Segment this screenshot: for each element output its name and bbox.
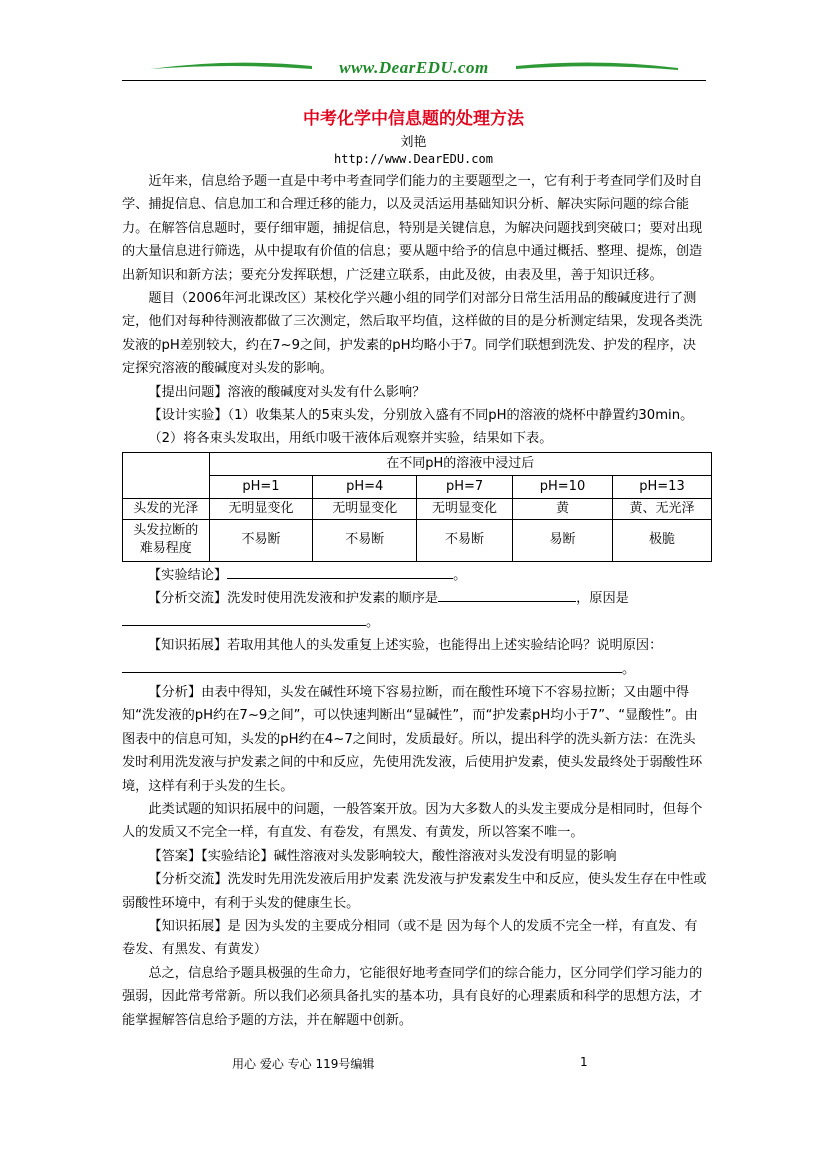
table-cell: 易断 [513, 519, 613, 561]
exchange-line [122, 587, 707, 610]
conclusion-label: 【实验结论】 [148, 567, 228, 583]
author: 刘艳 [400, 135, 427, 150]
ph-cell: pH=7 [417, 475, 513, 498]
extension-answer-line [122, 658, 707, 681]
page-footer: 用心 爱心 专心 119号编辑 [232, 1057, 375, 1071]
table-cell: 无明显变化 [313, 498, 417, 519]
reason-blank [122, 611, 366, 626]
header-rule [122, 80, 706, 81]
row-label-line: 难易程度 [139, 541, 192, 557]
table-cell: 无明显变化 [209, 498, 313, 519]
page-title: 中考化学中信息题的处理方法 [303, 109, 524, 129]
period: 。 [622, 661, 636, 677]
table-cell: 不易断 [209, 519, 313, 561]
table-cell: 黄、无光泽 [612, 498, 711, 519]
intro-paragraph: 近年来，信息给予题一直是中考中考查同学们能力的主要题型之一，它有利于考查同学们及时自学、捕捉信息、信息加工和合理迁移的能力，以及灵活运用基础知识分析、解决实际问题的综合能力。在解答信息题时，要仔细审题，捕捉信息，特别是关键信息，为解决问题找到突破口；要对出现的大量信息进行筛选，从中提取有价值的信息；要从题中给予的信息中通过概括、整理、提炼，创造出新知识和新方法；要充分发挥联想，广泛建立联系，由此及彼，由表及里，善于知识迁移。 [122, 174, 703, 283]
period: 。 [366, 614, 380, 630]
page-number: 1 [580, 1055, 588, 1069]
site-url: http://www.DearEDU.com [334, 152, 493, 166]
order-blank [438, 587, 576, 602]
table-cell: 不易断 [417, 519, 513, 561]
table-corner-cell [123, 452, 210, 498]
reason-line [122, 611, 707, 634]
table-row [123, 498, 712, 519]
extension-blank [122, 658, 622, 673]
exchange-reason: ，原因是 [576, 591, 629, 607]
table-header: 在不同pH的溶液中浸过后 [209, 452, 711, 475]
row-label [123, 519, 210, 561]
ph-cell: pH=1 [209, 475, 313, 498]
table-cell: 不易断 [313, 519, 417, 561]
extension-line: 【知识拓展】若取用其他人的头发重复上述实验，也能得出上述实验结论吗？说明原因： [148, 638, 663, 654]
question-paragraph: 【提出问题】溶液的酸碱度对头发有什么影响？ [148, 384, 426, 400]
results-table [122, 452, 712, 562]
exchange-text: 【分析交流】洗发时使用洗发液和护发素的顺序是 [148, 591, 439, 607]
ph-cell: pH=13 [612, 475, 711, 498]
row-label-line: 头发拉断的 [133, 523, 199, 539]
open-paragraph: 此类试题的知识拓展中的问题，一般答案开放。因为大多数人的头发主要成分是相同时，但每个人的发质又不完全一样，有直发、有卷发，有黑发、有黄发，所以答案不唯一。 [122, 801, 703, 841]
conclusion-line [122, 564, 707, 587]
answer-line: 【答案】【实验结论】碱性溶液对头发影响较大，酸性溶液对头发没有明显的影响 [148, 848, 617, 864]
table-cell: 无明显变化 [417, 498, 513, 519]
summary-paragraph: 总之，信息给予题具极强的生命力，它能很好地考查同学们的综合能力，区分同学们学习能力的强弱，因此常考常新。所以我们必须具备扎实的基本功，具有良好的心理素质和科学的思想方法，才能掌握解答信息给予题的方法，并在解题中创新。 [122, 965, 703, 1028]
problem-paragraph: 题目（2006年河北课改区）某校化学兴趣小组的同学们对部分日常生活用品的酸碱度进行了测定，他们对每种待测液都做了三次测定，然后取平均值，这样做的目的是分析测定结果，发现各类洗发液的pH差别较大，约在7~9之间，护发素的pH均略小于7。同学们联想到洗发、护发的程序，决定探究溶液的酸碱度对头发的影响。 [122, 291, 703, 377]
conclusion-blank [227, 564, 453, 579]
analysis-paragraph: 【分析】由表中得知，头发在碱性环境下容易拉断，而在酸性环境下不容易拉断；又由题中得知“洗发液的pH约在7~9之间”，可以快速判断出“显碱性”，而“护发素pH均小于7”、“显酸性”。由图表中的信息可知，头发的pH约在4~7之间时，发质最好。所以，提出科学的洗头新方法：在洗头发时利用洗发液与护发素之间的中和反应，先使用洗发液，后使用护发素，使头发最终处于弱酸性环境，这样有利于头发的生长。 [122, 684, 703, 794]
table-cell: 极脆 [612, 519, 711, 561]
step2-paragraph: （2）将各束头发取出，用纸巾吸干液体后观察并实验，结果如下表。 [148, 431, 553, 447]
answer-extension: 【知识拓展】是 因为头发的主要成分相同（或不是 因为每个人的发质不完全一样，有直发、有卷发、有黑发、有黄发） [122, 918, 698, 958]
period: 。 [453, 567, 467, 583]
table-cell: 黄 [513, 498, 613, 519]
page-header [122, 56, 706, 84]
table-row [123, 519, 712, 561]
row-label: 头发的光泽 [123, 498, 210, 519]
article-body [122, 170, 707, 1032]
ph-cell: pH=4 [313, 475, 417, 498]
ph-cell: pH=10 [513, 475, 613, 498]
answer-exchange: 【分析交流】洗发时先用洗发液后用护发素 洗发液与护发素发生中和反应，使头发生存在中性或弱酸性环境中，有利于头发的健康生长。 [122, 872, 707, 911]
design-paragraph: 【设计实验】（1）收集某人的5束头发，分别放入盛有不同pH的溶液的烧杯中静置约30min。 [148, 408, 694, 424]
header-url: www.DearEDU.com [339, 58, 489, 77]
